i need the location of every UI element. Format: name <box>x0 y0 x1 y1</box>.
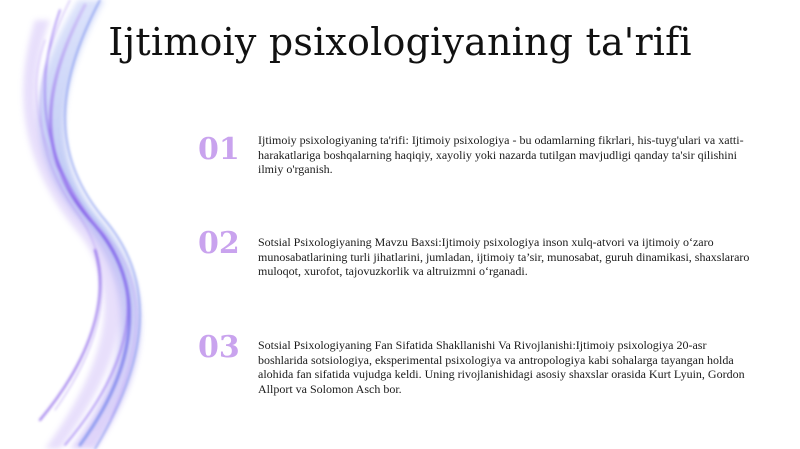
slide-title: Ijtimoiy psixologiyaning ta'rifi <box>108 20 692 64</box>
smoke-ribbon-decoration <box>0 0 200 449</box>
list-item-01 <box>198 132 758 222</box>
item-number: 01 <box>198 132 240 167</box>
list-item-02 <box>198 226 758 316</box>
item-text: Ijtimoiy psixologiyaning ta'rifi: Ijtimoiy psixologiya - bu odamlarning fikrlari, his-tuyg'ulari va xatti-harakatlariga boshqalarning haqiqiy, xayoliy yoki nazarda tutilgan mavjudligi qanday ta'sir qilishini ilmiy o'rganish. <box>258 133 744 176</box>
item-number: 03 <box>198 330 240 365</box>
item-text: Sotsial Psixologiyaning Mavzu Baxsi:Ijtimoiy psixologiya inson xulq-atvori va ijtimoiy o‘zaro munosabatlarining turli jihatlarini, jumladan, ijtimoiy ta’sir, munosabat, guruh dinamikasi, shaxslararo muloqot, xurofot, tajovuzkorlik va altruizmni o‘rganadi. <box>258 235 750 278</box>
item-number: 02 <box>198 226 240 261</box>
list-item-03 <box>198 330 758 420</box>
item-text: Sotsial Psixologiyaning Fan Sifatida Shakllanishi Va Rivojlanishi:Ijtimoiy psixologiya 20-asr boshlarida sotsiologiya, eksperimental psixologiya va antropologiya kabi sohalarga tayangan holda alohida fan sifatida vujudga keldi. Uning rivojlanishidagi asosiy shaxslar orasida Kurt Lyuin, Gordon Allport va Solomon Asch bor. <box>258 338 745 396</box>
